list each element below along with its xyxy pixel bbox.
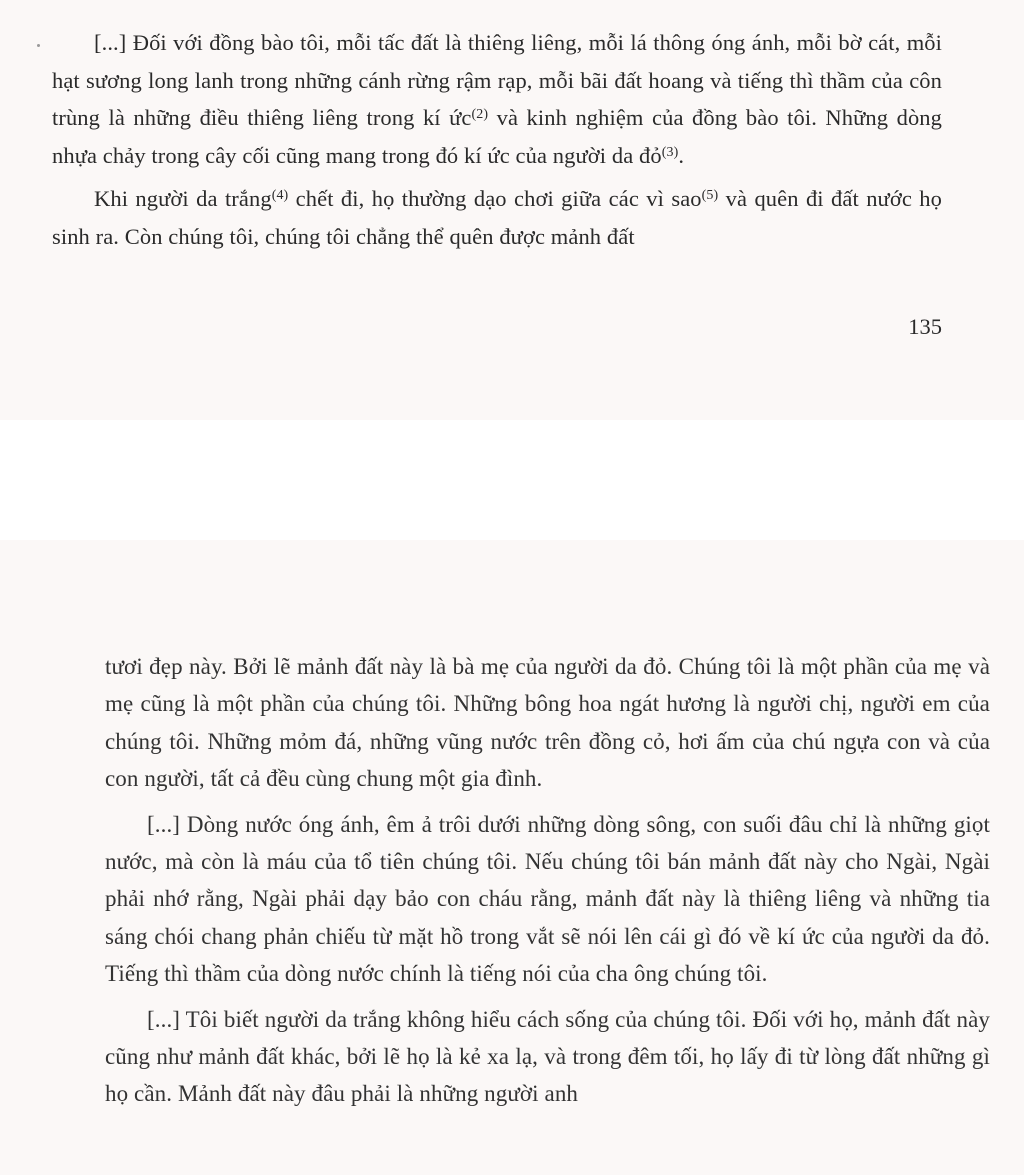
page-number: 135	[908, 314, 942, 339]
page-text-top	[52, 24, 942, 261]
page-scan-top	[0, 0, 1024, 420]
footnote-marker: (5)	[701, 188, 719, 203]
paragraph-text: [...] Đối với đồng bào tôi, mỗi tấc đất là thiêng liêng, mỗi lá thông óng ánh, mỗi bờ cát, mỗi hạt sương long lanh trong những cánh rừng rậm rạp, mỗi bãi đất hoang và tiếng thì thầm của côn trùng là những điều thiêng liêng trong kí ức	[52, 30, 942, 130]
paragraph-text: tươi đẹp này. Bởi lẽ mảnh đất này là bà mẹ của người da đỏ. Chúng tôi là một phần của mẹ và mẹ cũng là một phần của chúng tôi. Những bông hoa ngát hương là người chị, người em của chúng tôi. Những mỏm đá, những vũng nước trên đồng cỏ, hơi ấm của chú ngựa con và của con người, tất cả đều cùng chung một gia đình.	[105, 654, 990, 792]
footnote-marker: (3)	[661, 144, 679, 160]
page-scan-bottom	[0, 540, 1024, 1175]
paragraph	[105, 1001, 990, 1113]
paragraph	[105, 648, 990, 798]
footnote-marker: (2)	[471, 107, 489, 122]
paragraph-text: [...] Dòng nước óng ánh, êm ả trôi dưới những dòng sông, con suối đâu chỉ là những giọt nước, mà còn là máu của tổ tiên chúng tôi. Nếu chúng tôi bán mảnh đất này cho Ngài, Ngài phải nhớ rằng, Ngài phải dạy bảo con cháu rằng, mảnh đất này là thiêng liêng và những tia sáng chói chang phản chiếu từ mặt hồ trong vắt sẽ nói lên cái gì đó về kí ức của người da đỏ. Tiếng thì thầm của dòng nước chính là tiếng nói của cha ông chúng tôi.	[105, 811, 990, 987]
page-gap	[0, 420, 1024, 540]
footnote-marker: (4)	[271, 188, 289, 203]
paragraph-text: Khi người da trắng	[94, 186, 272, 211]
paragraph	[52, 180, 942, 255]
scan-speck	[37, 44, 40, 47]
page-text-bottom	[105, 648, 990, 1121]
paragraph-text: [...] Tôi biết người da trắng không hiểu cách sống của chúng tôi. Đối với họ, mảnh đất này cũng như mảnh đất khác, bởi lẽ họ là kẻ xa lạ, và trong đêm tối, họ lấy đi từ lòng đất những gì họ cần. Mảnh đất này đâu phải là những người anh	[105, 1006, 990, 1107]
paragraph-text: chết đi, họ thường dạo chơi giữa các vì sao	[288, 186, 702, 211]
paragraph	[52, 24, 942, 174]
paragraph-text: và quên đi đất nước họ sinh ra. Còn chúng tôi, chúng tôi chẳng thể quên được mảnh đất	[52, 186, 942, 249]
paragraph-text: và kinh nghiệm của đồng bào tôi. Những dòng nhựa chảy trong cây cối cũng mang trong đó kí ức của người da đỏ	[52, 105, 942, 168]
paragraph	[105, 806, 990, 993]
paragraph-text: .	[678, 142, 685, 168]
